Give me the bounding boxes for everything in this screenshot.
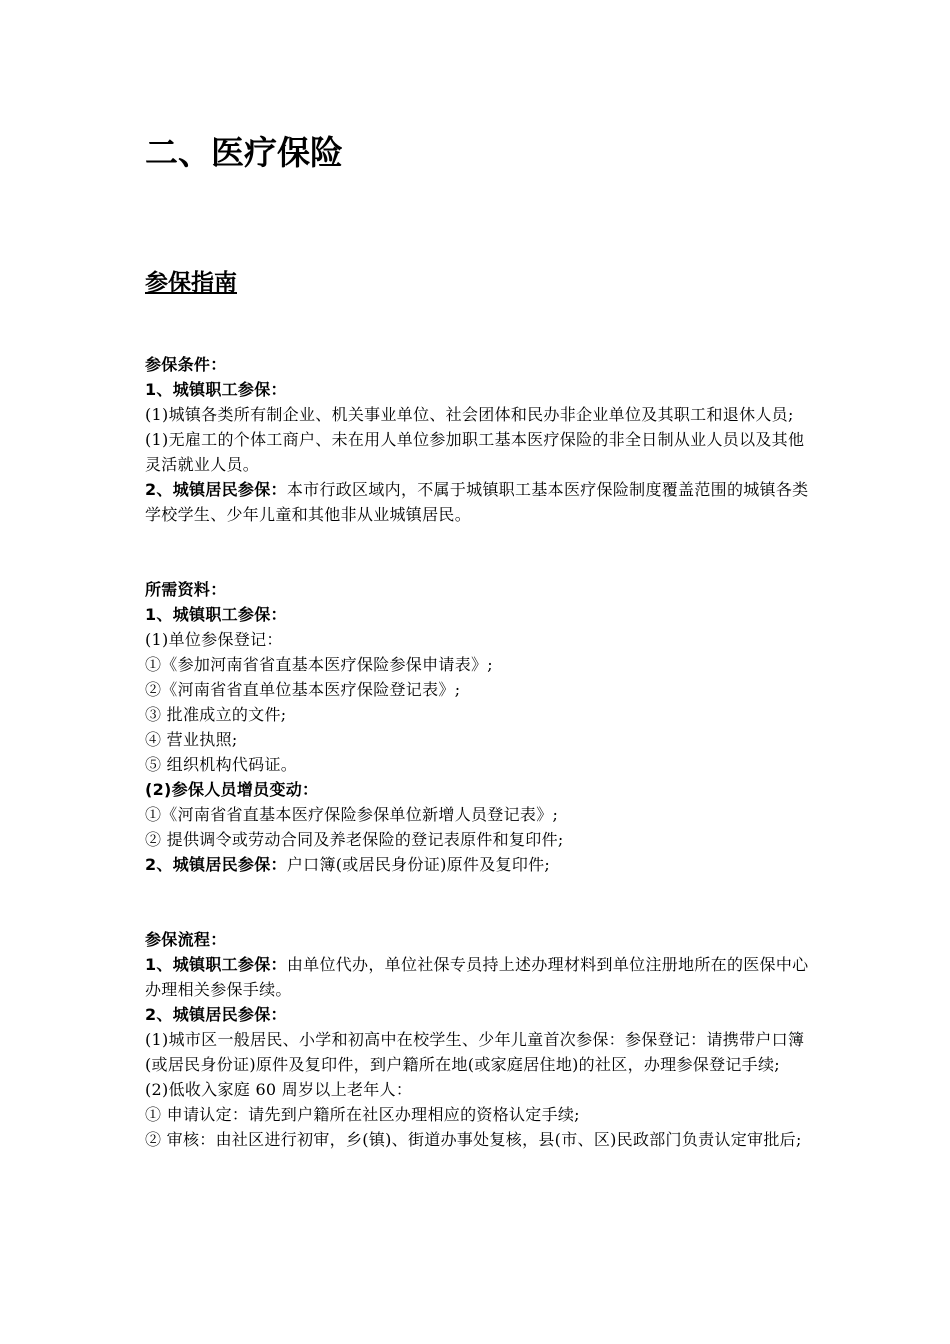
materials-heading: 所需资料： [145,580,227,599]
conditions-heading: 参保条件： [145,355,227,374]
materials-item2 [145,852,810,877]
list-item: ③ 批准成立的文件; [145,705,287,724]
list-item: ② 提供调令或劳动合同及养老保险的登记表原件和复印件; [145,830,564,849]
process-item1 [145,952,810,1002]
process-item1-text: 由单位代办，单位社保专员持上述办理材料到单位注册地所在的医保中心办理相关参保手续。 [145,955,809,999]
conditions-item1-label: 1、城镇职工参保： [145,380,287,399]
conditions-item1-b: (1)无雇工的个体工商户、未在用人单位参加职工基本医疗保险的非全日制从业人员以及其他灵活就业人员。 [145,430,805,474]
process-item2-label: 2、城镇居民参保： [145,1005,287,1024]
list-item: ④ 营业执照; [145,730,238,749]
materials-item2-text: 户口簿(或居民身份证)原件及复印件; [286,855,551,874]
page-title: 二、医疗保险 [145,133,343,172]
list-item: ⑤ 组织机构代码证。 [145,755,298,774]
conditions-item2 [145,477,810,527]
process-item1-label: 1、城镇职工参保： [145,955,287,974]
section-subtitle: 参保指南 [145,270,237,296]
list-item: ① 申请认定：请先到户籍所在社区办理相应的资格认定手续; [145,1105,580,1124]
conditions-item2-text: 本市行政区域内，不属于城镇职工基本医疗保险制度覆盖范围的城镇各类学校学生、少年儿童和其他非从业城镇居民。 [145,480,809,524]
materials-sub2: (2)参保人员增员变动： [145,780,319,799]
materials-section [145,577,810,877]
materials-item2-label: 2、城镇居民参保： [145,855,287,874]
document-body [145,128,810,1152]
conditions-section [145,352,810,527]
process-heading: 参保流程： [145,930,227,949]
materials-sub1: (1)单位参保登记： [145,630,283,649]
list-item: ①《河南省省直基本医疗保险参保单位新增人员登记表》; [145,805,559,824]
conditions-item2-label: 2、城镇居民参保： [145,480,287,499]
process-section [145,927,810,1152]
list-item: ② 审核：由社区进行初审，乡(镇)、街道办事处复核，县(市、区)民政部门负责认定审批后; [145,1130,802,1149]
list-item: ②《河南省省直单位基本医疗保险登记表》; [145,680,461,699]
list-item: ①《参加河南省省直基本医疗保险参保申请表》; [145,655,493,674]
materials-item1-label: 1、城镇职工参保： [145,605,287,624]
process-item2-a: (1)城市区一般居民、小学和初高中在校学生、少年儿童首次参保：参保登记：请携带户口簿(或居民身份证)原件及复印件，到户籍所在地(或家庭居住地)的社区，办理参保登记手续; [145,1030,805,1074]
conditions-item1-a: (1)城镇各类所有制企业、机关事业单位、社会团体和民办非企业单位及其职工和退休人员; [145,405,794,424]
process-item2-b: (2)低收入家庭 60 周岁以上老年人： [145,1080,413,1099]
